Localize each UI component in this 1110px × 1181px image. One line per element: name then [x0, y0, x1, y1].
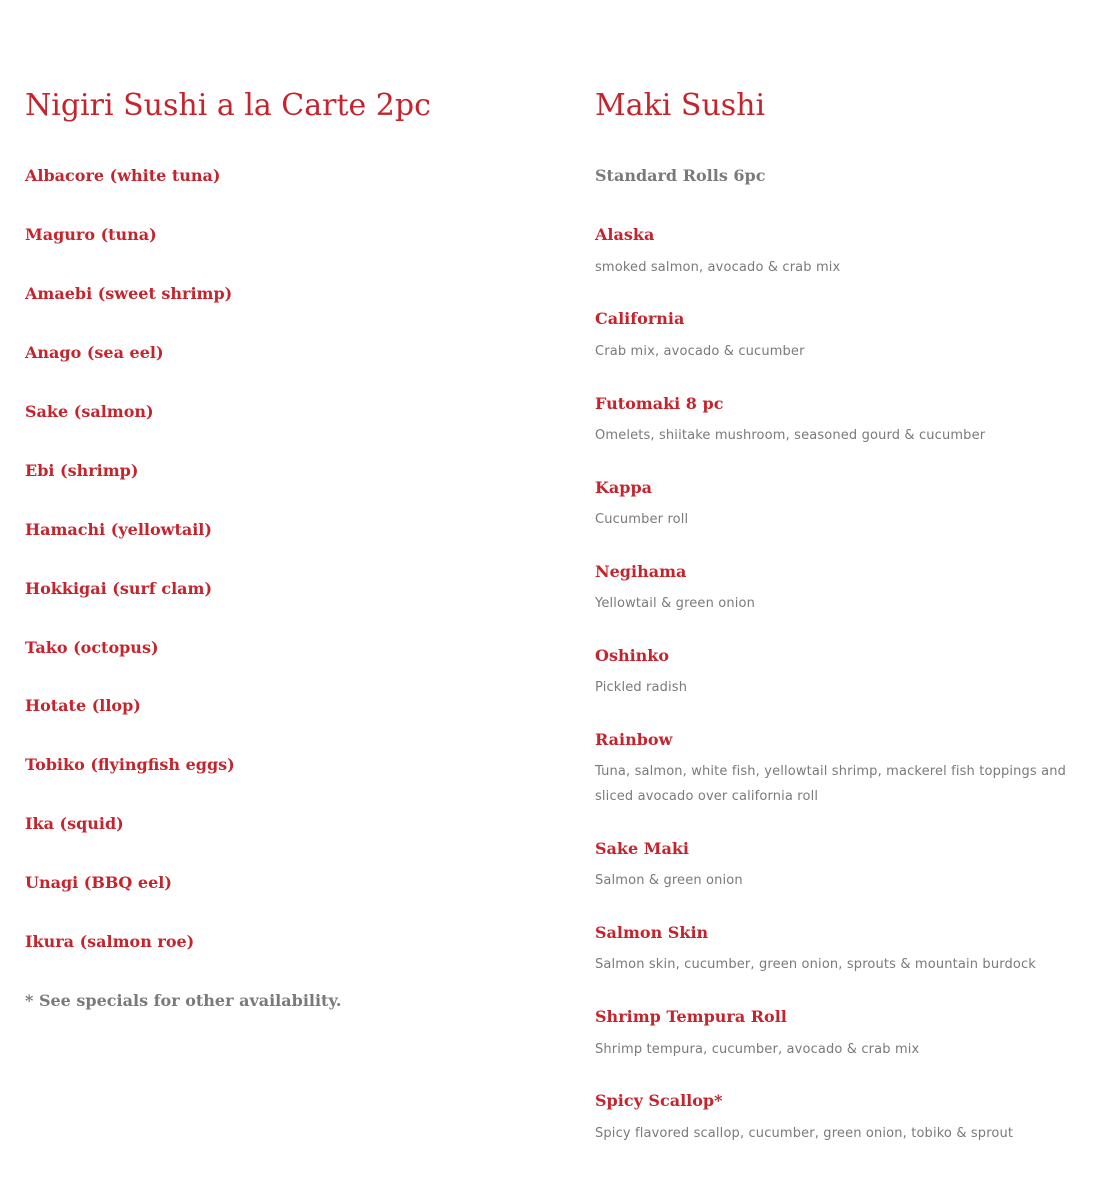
nigiri-item-hamachi: Hamachi (yellowtail) — [25, 520, 212, 539]
nigiri-item-maguro: Maguro (tuna) — [25, 225, 157, 244]
nigiri-item-anago: Anago (sea eel) — [25, 343, 164, 362]
nigiri-item-amaebi: Amaebi (sweet shrimp) — [25, 284, 233, 303]
maki-item-desc: Crab mix, avocado & cucumber — [595, 344, 805, 359]
maki-item-name: Salmon Skin — [595, 923, 709, 942]
nigiri-item-tobiko: Tobiko (flyingfish eggs) — [25, 755, 235, 774]
nigiri-item-hokkigai: Hokkigai (surf clam) — [25, 579, 213, 598]
availability-note: * See specials for other availability. — [25, 991, 342, 1010]
maki-item-name: Kappa — [595, 478, 653, 497]
maki-item-desc: Omelets, shiitake mushroom, seasoned gourd & cucumber — [595, 428, 986, 443]
maki-item-desc: Salmon & green onion — [595, 873, 743, 888]
nigiri-item-sake: Sake (salmon) — [25, 402, 154, 421]
maki-item-desc: Salmon skin, cucumber, green onion, sprouts & mountain burdock — [595, 957, 1036, 972]
nigiri-item-ika: Ika (squid) — [25, 814, 124, 833]
maki-item-desc: Shrimp tempura, cucumber, avocado & crab mix — [595, 1042, 920, 1057]
maki-item-name: Sake Maki — [595, 839, 689, 858]
nigiri-item-ikura: Ikura (salmon roe) — [25, 932, 195, 951]
maki-subheading: Standard Rolls 6pc — [595, 166, 766, 185]
maki-item-desc: Spicy flavored scallop, cucumber, green onion, tobiko & sprout — [595, 1126, 1014, 1141]
maki-item-name: Rainbow — [595, 730, 673, 749]
maki-heading: Maki Sushi — [595, 88, 766, 123]
nigiri-item-ebi: Ebi (shrimp) — [25, 461, 139, 480]
maki-item-desc: Pickled radish — [595, 680, 688, 695]
maki-item-desc: smoked salmon, avocado & crab mix — [595, 260, 841, 275]
maki-item-name: Alaska — [595, 225, 655, 244]
maki-item-desc: Tuna, salmon, white fish, yellowtail shrimp, mackerel fish toppings and sliced avocado over california roll — [595, 764, 1067, 804]
maki-item-name: Negihama — [595, 562, 687, 581]
nigiri-heading: Nigiri Sushi a la Carte 2pc — [25, 88, 431, 123]
nigiri-item-albacore: Albacore (white tuna) — [25, 166, 221, 185]
maki-item-name: Oshinko — [595, 646, 670, 665]
maki-item-name: Futomaki 8 pc — [595, 394, 724, 413]
maki-item-desc: Cucumber roll — [595, 512, 689, 527]
nigiri-item-tako: Tako (octopus) — [25, 638, 159, 657]
maki-item-desc: Yellowtail & green onion — [595, 596, 755, 611]
maki-item-name: Shrimp Tempura Roll — [595, 1007, 787, 1026]
maki-item-name: California — [595, 309, 685, 328]
nigiri-item-unagi: Unagi (BBQ eel) — [25, 873, 172, 892]
maki-item-name: Spicy Scallop* — [595, 1091, 723, 1110]
nigiri-item-hotate: Hotate (llop) — [25, 696, 141, 715]
